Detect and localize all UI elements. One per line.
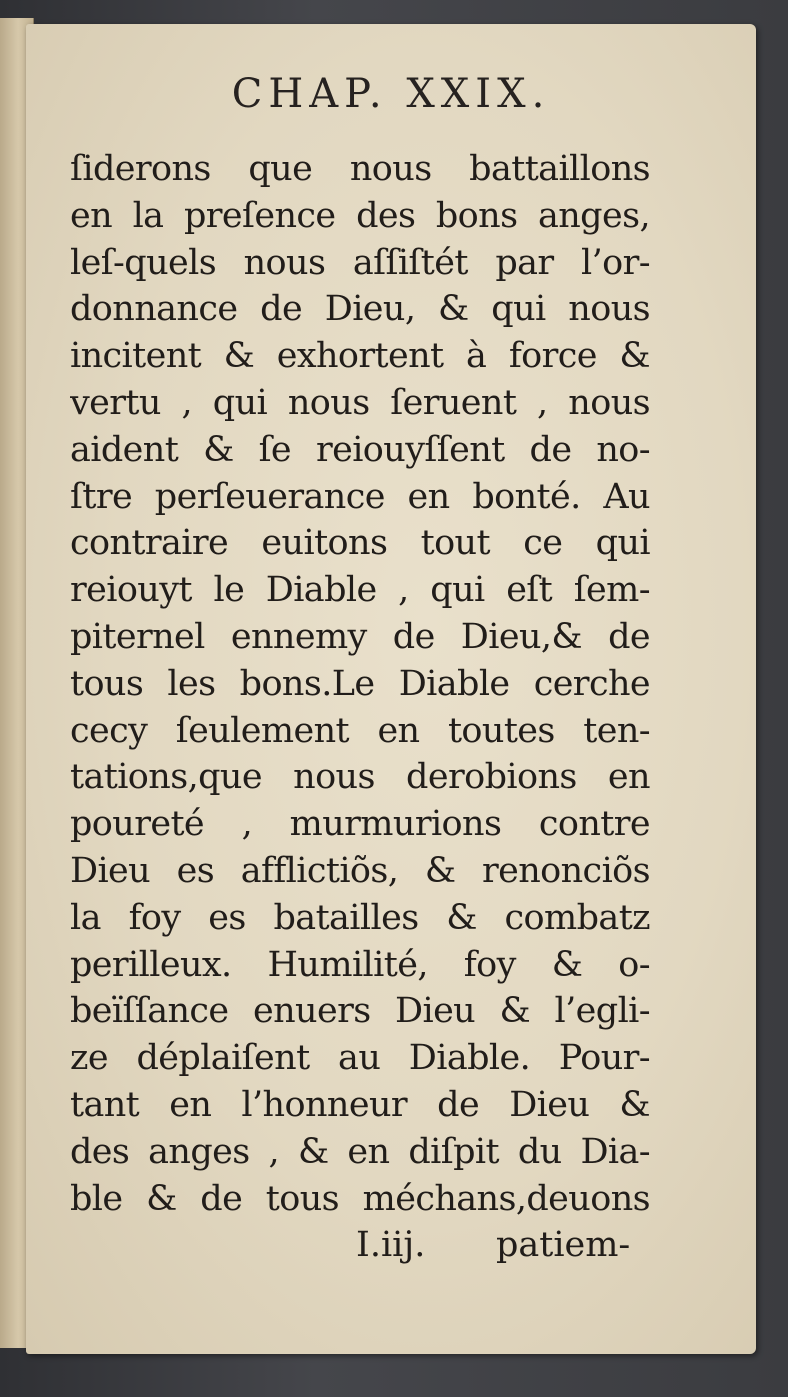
text-line: cecy ſeulement en toutes ten-: [70, 710, 650, 751]
text-line: ze déplaiſent au Diable. Pour-: [70, 1038, 650, 1079]
text-line: tous les bons.Le Diable cerche: [70, 663, 650, 704]
signature-mark: I.iij.: [356, 1225, 426, 1265]
text-line: perilleux. Humilité, foy & o-: [70, 944, 650, 985]
text-line: vertu , qui nous ſeruent , nous: [70, 382, 650, 423]
text-line: poureté , murmurions contre: [70, 804, 650, 845]
text-line: leſ-quels nous aſſiſtét par l’or-: [70, 242, 650, 283]
text-line: la foy es batailles & combatz: [70, 897, 650, 938]
book-page: [26, 24, 756, 1354]
text-line: Dieu es afflictiõs, & renonciõs: [70, 850, 650, 891]
text-line: donnance de Dieu, & qui nous: [70, 289, 650, 330]
text-line: beïſſance enuers Dieu & l’egli-: [70, 991, 650, 1032]
text-line: contraire euitons tout ce qui: [70, 523, 650, 564]
catchword: patiem-: [496, 1225, 631, 1265]
text-line: incitent & exhortent à force &: [70, 336, 650, 377]
text-line: ſtre perſeuerance en bonté. Au: [70, 476, 650, 517]
running-head: CHAP. XXIX.: [231, 71, 551, 117]
text-line: reiouyt le Diable , qui eſt ſem-: [70, 570, 650, 611]
text-line: ſiderons que nous battaillons: [70, 149, 650, 189]
text-line: en la preſence des bons anges,: [70, 195, 650, 236]
text-line: ble & de tous méchans,deuons: [70, 1178, 650, 1219]
page-foot: [26, 1222, 756, 1268]
text-block: [70, 146, 650, 1222]
text-line: tations,que nous derobions en: [70, 757, 650, 798]
text-line: tant en l’honneur de Dieu &: [70, 1084, 650, 1125]
text-line: des anges , & en diſpit du Dia-: [70, 1131, 650, 1172]
text-line: aident & ſe reiouyſſent de no-: [70, 429, 650, 470]
text-line: piternel ennemy de Dieu,& de: [70, 616, 650, 657]
